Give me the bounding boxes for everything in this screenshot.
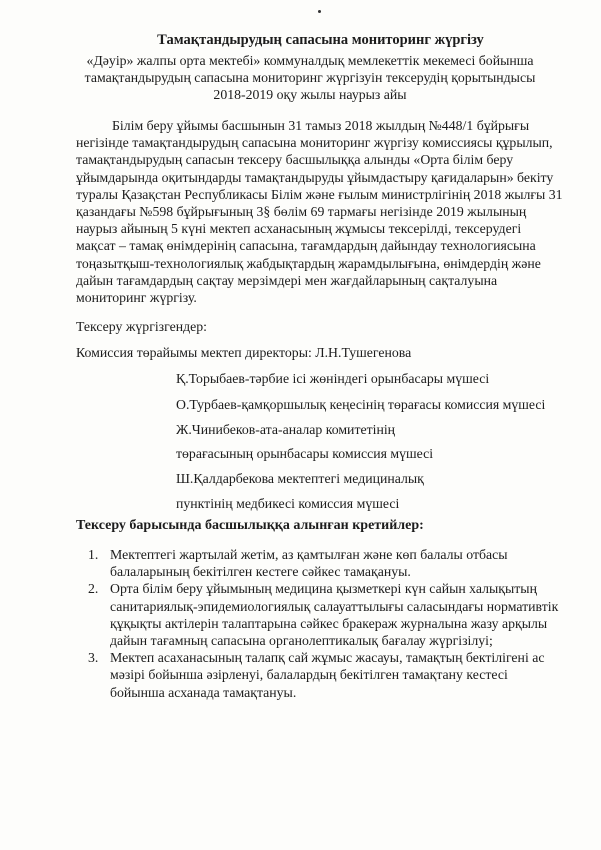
body-paragraph [76,117,576,306]
list-number: 1. [88,547,99,562]
list-line: Мектептегі жартылай жетім, аз қамтылған және көп балалы отбасы [110,547,508,562]
scan-speck [318,10,321,13]
paragraph-line: қазандағы №598 бұйрығының 3§ бөлім 69 тармағы негізінде 2019 жылының [76,204,527,220]
list-line: санитариялық-эпидемиологиялық салауаттылығы саласындағы нормативтік [110,598,559,614]
criteria-list [76,546,576,701]
document-subtitle [60,52,560,103]
paragraph-line: мониторинг жүргізу. [76,290,197,306]
member-line: пунктінің медбикесі комиссия мүшесі [176,496,400,511]
subtitle-line: «Дәуір» жалпы орта мектебі» коммуналдық мемлекеттік мекемесі бойынша [86,53,534,68]
subtitle-line: 2018-2019 оқу жылы наурыз айы [213,87,407,102]
list-line: Мектеп асаханасының талапқ сай жұмыс жасауы, тамақтың бектілігені ас [110,650,545,666]
list-line: құқықты актілерін талаптарына сәйкес бракераж журналына жазу арқылы [110,615,548,631]
paragraph-line: Білім беру ұйымы басшынын 31 тамыз 2018 жылдың №448/1 бұйрығы [112,118,530,133]
list-line: балаларының бекітілген кестеге сәйкес тамақануы. [110,564,411,580]
paragraph-line: ұйымдарында оқитындарды тамақтандыруды ұйымдастыру қағидаларын» бекіту [76,169,554,185]
subtitle-line: тамақтандырудың сапасына мониторинг жүргізуін тексерудің қорытындысы [84,70,536,85]
member-line: төрағасының орынбасары комиссия мүшесі [176,446,434,461]
paragraph-line: туралы Қазақстан Республикасы Білім және ғылым министрлігінің 2018 жылғы 31 [76,186,563,202]
paragraph-line: мақсат – тамақ өнімдерінің сапасына, тағамдардың дайындау технологиясына [76,238,536,254]
document-title: Тамақтандырудың сапасына мониторинг жүргізу [157,32,484,48]
paragraph-line: дайын тағамдардың сақтау мерзімдері мен жағдайларының сақталуына [76,272,498,288]
list-number: 2. [88,581,99,597]
member-line: Қ.Торыбаев-тәрбие ісі жөніндегі орынбасары мүшесі [176,371,490,386]
paragraph-line: тоңазытқыш-технологиялық жабдықтардың жарамдылығына, өнімдердің және [76,255,541,271]
paragraph-line: тамақтандырудың сапасын тексеру басшылыққа алынды «Орта білім беру [76,152,514,168]
member-line: Ш.Қалдарбекова мектептегі медициналық [176,471,424,486]
list-number: 3. [88,650,99,666]
list-line: мәзірі бойынша әзірленуі, балалардың бекітілген тамақтану кестесі [110,667,508,683]
paragraph-line: негізінде тамақтандырудың сапасына мониторинг жүргізу комиссиясы құрылып, [76,135,553,151]
list-line: дайын тағамның сапасына органолептикалық бағалау жүргізілуі; [110,633,493,649]
inspectors-label: Тексеру жүргізгендер: [76,319,207,334]
commission-chair: Комиссия төрайымы мектеп директоры: Л.Н.Тушегенова [76,345,412,360]
member-line: О.Турбаев-қамқоршылық кеңесінің төрағасы комиссия мүшесі [176,397,546,412]
list-item [76,546,576,580]
member-line: Ж.Чинибеков-ата-аналар комитетінің [176,422,396,437]
list-line: Орта білім беру ұйымының медицина қызметкері күн сайын халықытың [110,581,537,597]
list-item [76,580,576,649]
list-item [76,649,576,701]
paragraph-line: наурыз айының 5 күні мектеп асханасының жұмысы тексерілді, тексерудегі [76,221,522,237]
list-line: бойынша асханада тамақтануы. [110,684,297,700]
criteria-heading: Тексеру барысында басшылыққа алынған кретийлер: [76,518,424,533]
